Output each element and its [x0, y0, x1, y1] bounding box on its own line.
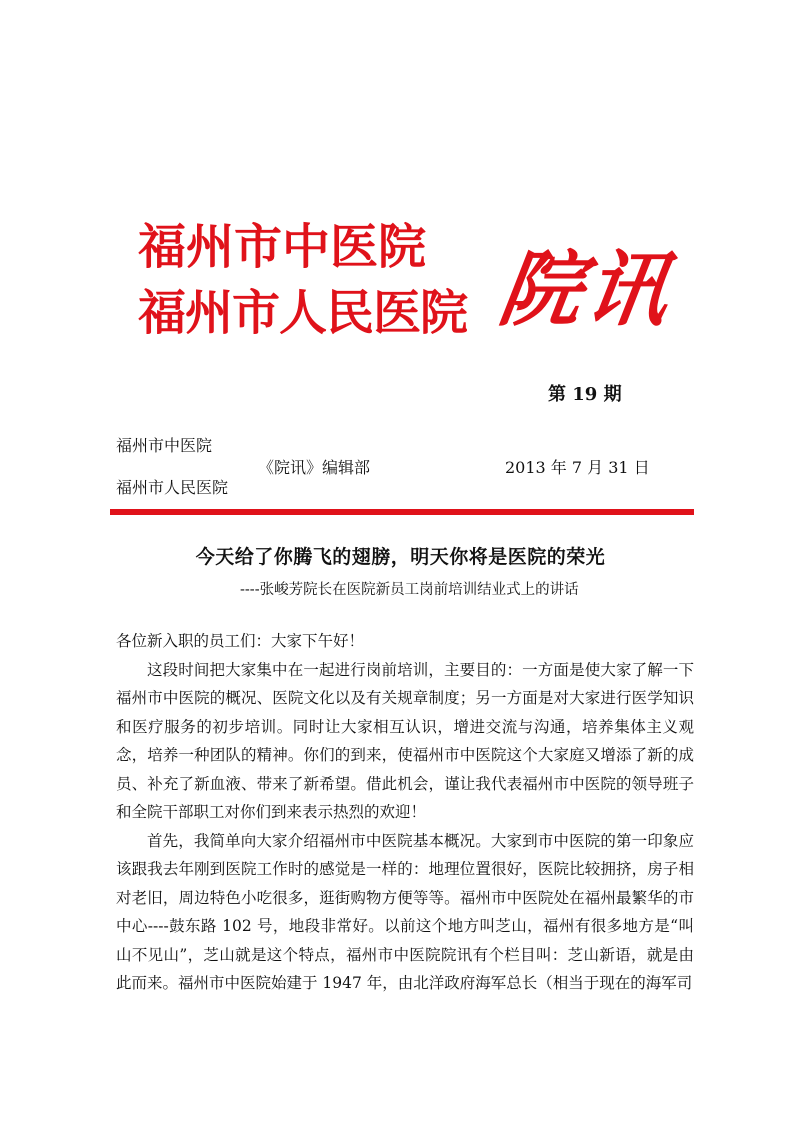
masthead-divider — [110, 509, 694, 515]
publish-date: 2013 年 7 月 31 日 — [505, 458, 650, 477]
masthead-line-1: 福州市中医院 — [138, 219, 427, 275]
org-name-2: 福州市人民医院 — [116, 478, 229, 497]
greeting: 各位新入职的员工们：大家下午好！ — [116, 632, 365, 650]
paragraph-1: 这段时间把大家集中在一起进行岗前培训，主要目的：一方面是使大家了解一下福州市中医院的概况、医院文化以及有关规章制度；另一方面是对大家进行医学知识和医疗服务的初步培训。同时让大家相互认识，增进交流与沟通，培养集体主义观念，培养一种团队的精神。你们的到来，使福州市中医院这个大家庭又增添了新的成员、补充了新血液、带来了新希望。借此机会，谨让我代表福州市中医院的领导班子和全院干部职工对你们到来表示热烈的欢迎！ — [116, 660, 694, 821]
masthead-orgs — [138, 214, 467, 346]
article-headline: 今天给了你腾飞的翅膀，明天你将是医院的荣光 — [195, 546, 606, 568]
masthead-line-2: 福州市人民医院 — [138, 285, 468, 341]
issue-number: 第 19 期 — [548, 384, 622, 405]
paragraph-2: 首先，我简单向大家介绍福州市中医院基本概况。大家到市中医院的第一印象应该跟我去年刚到医院工作时的感觉是一样的：地理位置很好，医院比较拥挤，房子相对老旧，周边特色小吃很多，逛街购物方便等等。福州市中医院处在福州最繁华的市中心----鼓东路 102 号，地段非常好。以前这个地方叫芝山，福州有很多地方是“叫山不见山”，芝山就是这个特点，福州市中医院院讯有个栏目叫：芝山新语，就是由此而来。福州市中医院始建于 1947 年，由北洋政府海军总长（相当于现在的海军司 — [116, 831, 694, 992]
masthead-title: 院讯 — [493, 242, 679, 338]
article-subtitle: ----张峻芳院长在医院新员工岗前培训结业式上的讲话 — [240, 582, 579, 598]
editorial-dept: 《院讯》编辑部 — [258, 458, 371, 477]
org-name-1: 福州市中医院 — [116, 436, 213, 455]
article-body — [116, 627, 694, 998]
